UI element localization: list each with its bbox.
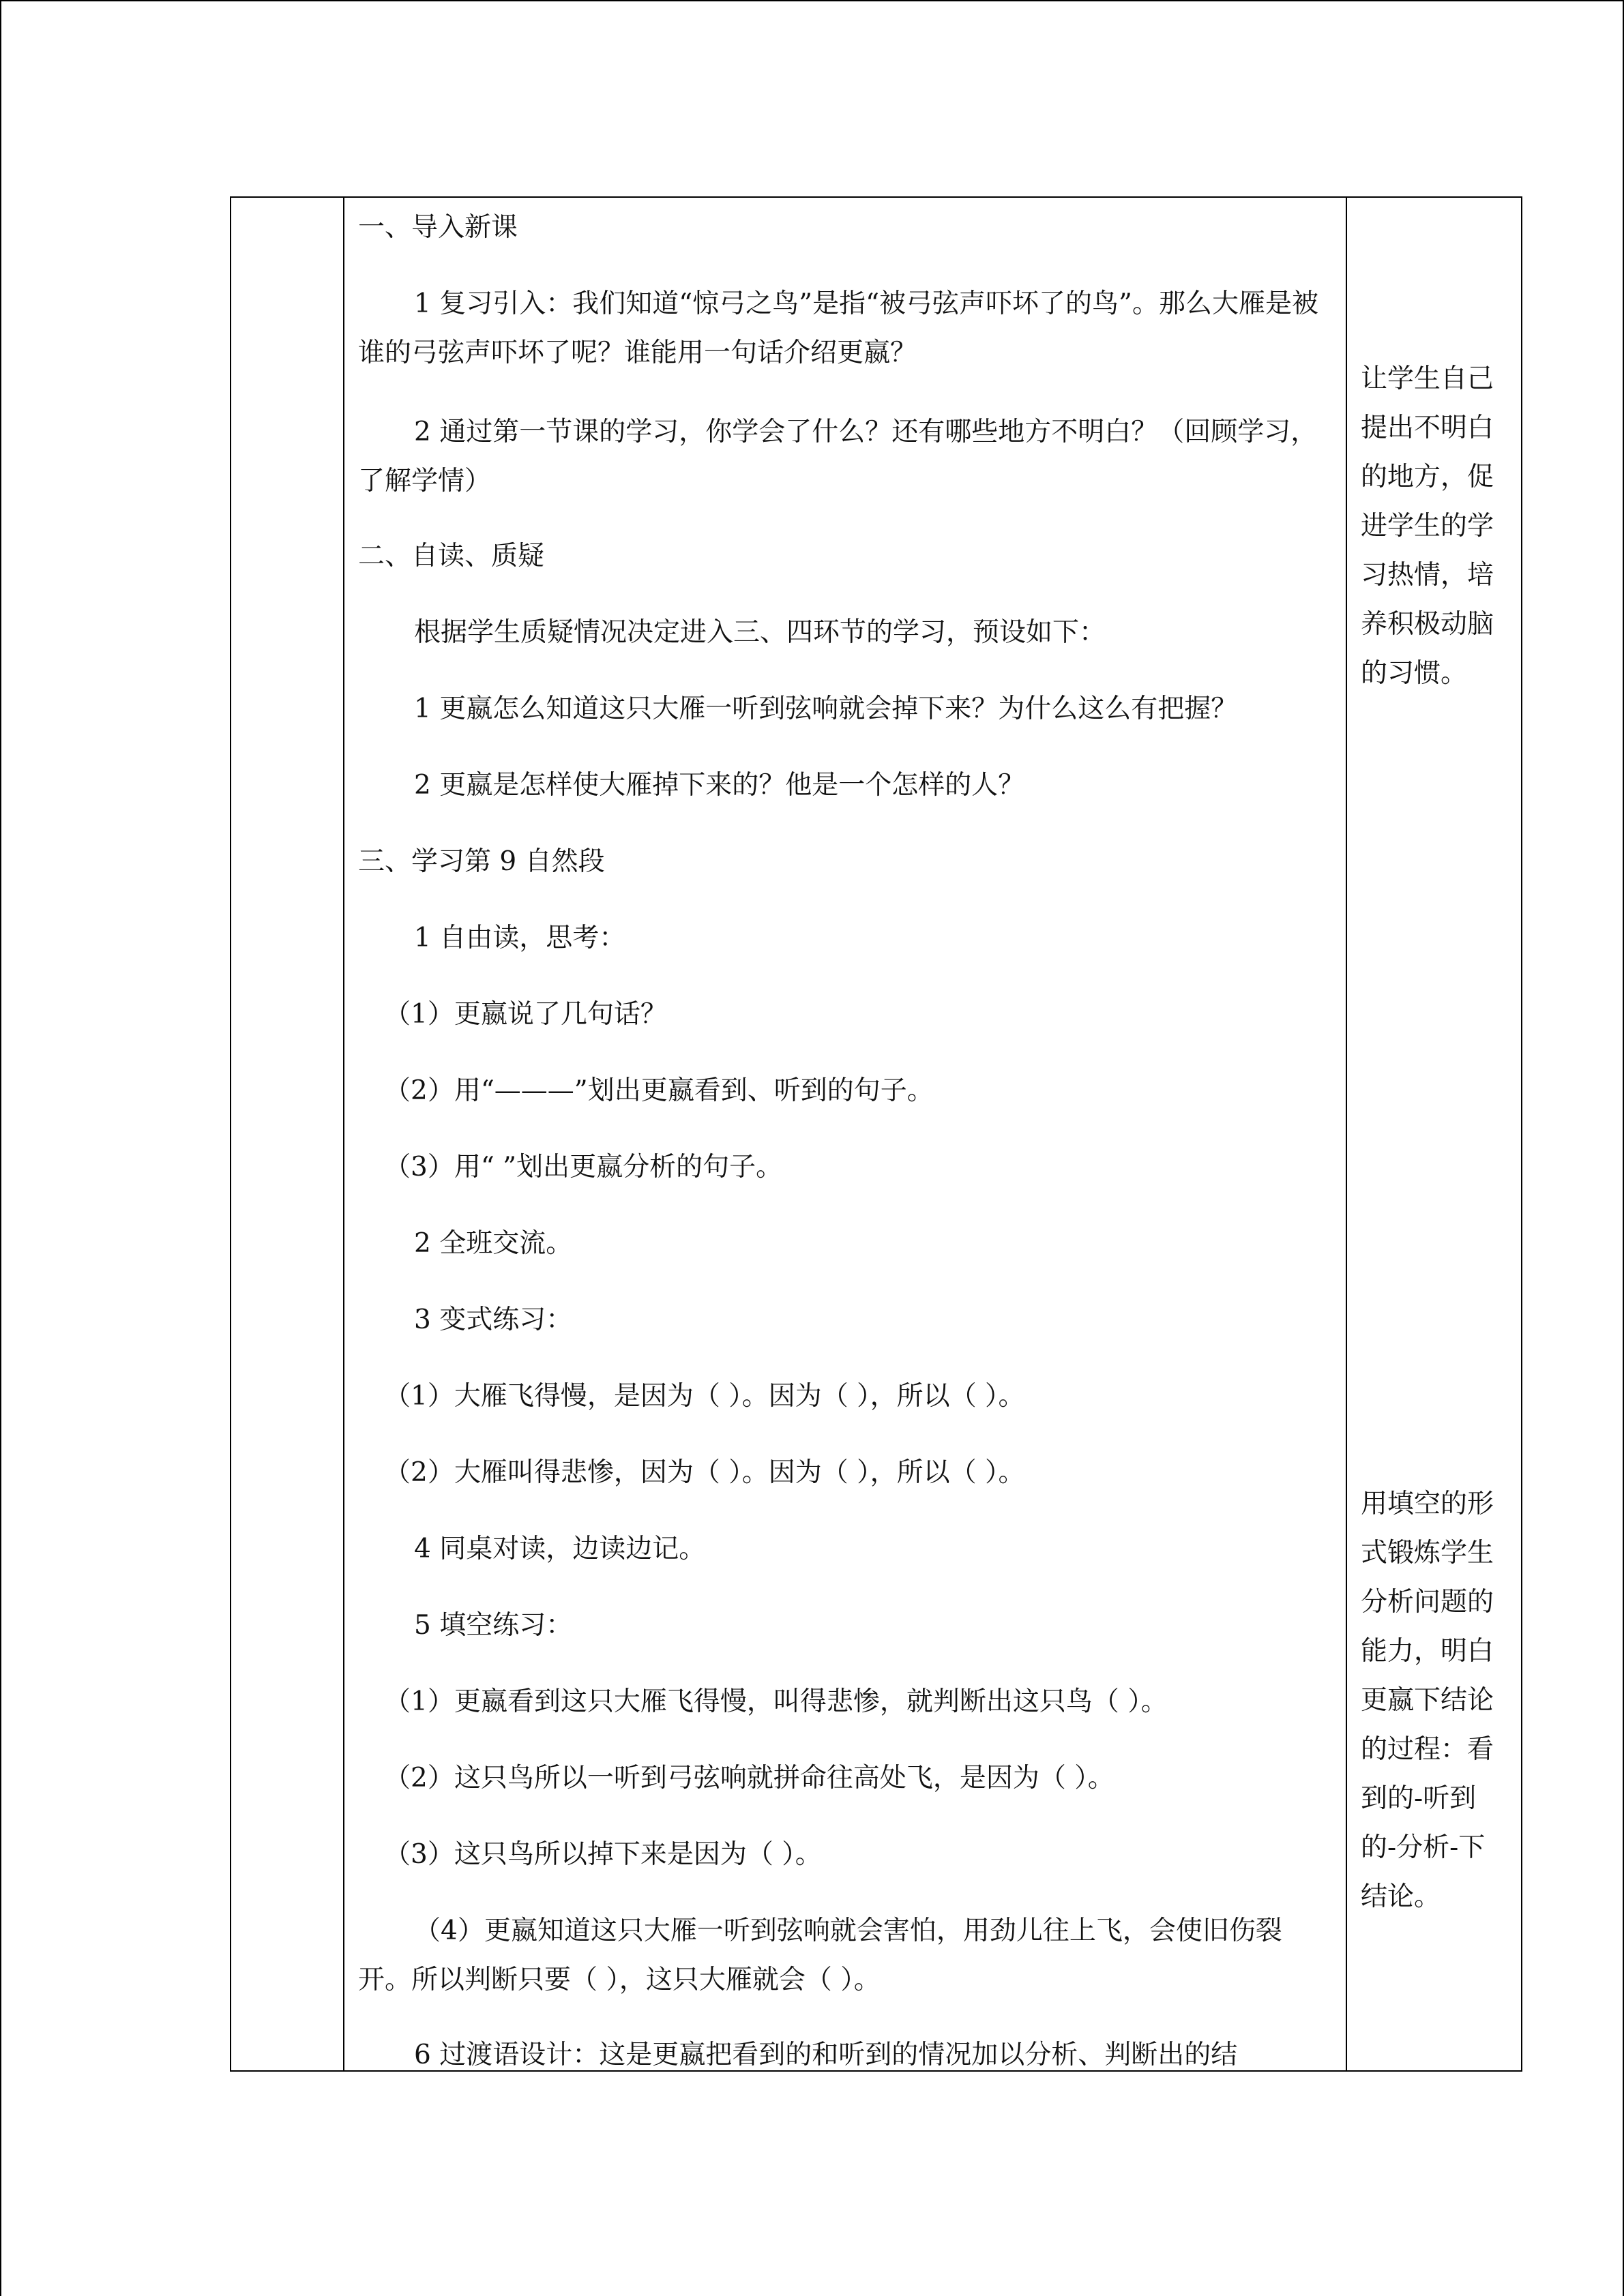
- design-note: 让学生自己提出不明白的地方，促进学生的学习热情，培养积极动脑的习惯。: [1361, 363, 1494, 689]
- lesson-paragraph: 5 填空练习：: [414, 1610, 573, 1641]
- lesson-paragraph: 1 更嬴怎么知道这只大雁一听到弦响就会掉下来？为什么这么有把握？: [414, 694, 1238, 724]
- lesson-paragraph: 6 过渡语设计：这是更嬴把看到的和听到的情况加以分析、判断出的结: [414, 2040, 1238, 2070]
- lesson-plan-table: [230, 196, 1522, 2072]
- lesson-paragraph: 1 自由读，思考：: [414, 923, 626, 953]
- lesson-paragraph: 2 全班交流。: [414, 1228, 573, 1259]
- lesson-paragraph: 4 同桌对读，边读边记。: [414, 1534, 706, 1564]
- lesson-paragraph: （1）更嬴看到这只大雁飞得慢，叫得悲惨，就判断出这只鸟（ ）。: [384, 1686, 1168, 1717]
- stage-column: [231, 198, 344, 2070]
- lesson-paragraph: （3）用“ ”划出更嬴分析的句子。: [384, 1152, 783, 1182]
- lesson-paragraph: （2）这只鸟所以一听到弓弦响就拼命往高处飞，是因为（ ）。: [384, 1763, 1114, 1793]
- design-intent-column: [1347, 198, 1522, 2070]
- lesson-paragraph: 三、学习第 9 自然段: [358, 846, 605, 877]
- lesson-paragraph: 2 更嬴是怎样使大雁掉下来的？他是一个怎样的人？: [414, 770, 1025, 801]
- lesson-paragraph: 二、自读、质疑: [358, 541, 545, 571]
- lesson-paragraph: 一、导入新课: [358, 212, 518, 243]
- lesson-paragraph: （2）用“———”划出更嬴看到、听到的句子。: [384, 1075, 934, 1106]
- lesson-paragraph: （3）这只鸟所以掉下来是因为（ ）。: [384, 1839, 822, 1870]
- lesson-paragraph: （1）更嬴说了几句话？: [384, 999, 667, 1030]
- lesson-paragraph: 根据学生质疑情况决定进入三、四环节的学习，预设如下：: [414, 617, 1106, 648]
- lesson-paragraph: 3 变式练习：: [414, 1304, 573, 1335]
- design-note: 用填空的形式锻炼学生分析问题的能力，明白更嬴下结论的过程：看到的-听到的-分析-下结论。: [1361, 1489, 1494, 1912]
- lesson-paragraph: 1 复习引入：我们知道“惊弓之鸟”是指“被弓弦声吓坏了的鸟”。那么大雁是被谁的弓弦声吓坏了呢？谁能用一句话介绍更嬴？: [358, 288, 1318, 368]
- lesson-paragraph: （4）更嬴知道这只大雁一听到弦响就会害怕，用劲儿往上飞，会使旧伤裂开。所以判断只要（ ），这只大雁就会（ ）。: [358, 1915, 1282, 1995]
- lesson-paragraph: （2）大雁叫得悲惨，因为（ ）。因为（ ），所以（ ）。: [384, 1457, 1025, 1488]
- lesson-paragraph: （1）大雁飞得慢，是因为（ ）。因为（ ），所以（ ）。: [384, 1381, 1025, 1412]
- teaching-process-column: [344, 198, 1347, 2070]
- lesson-paragraph: 2 通过第一节课的学习，你学会了什么？还有哪些地方不明白？（回顾学习，了解学情）: [358, 417, 1318, 496]
